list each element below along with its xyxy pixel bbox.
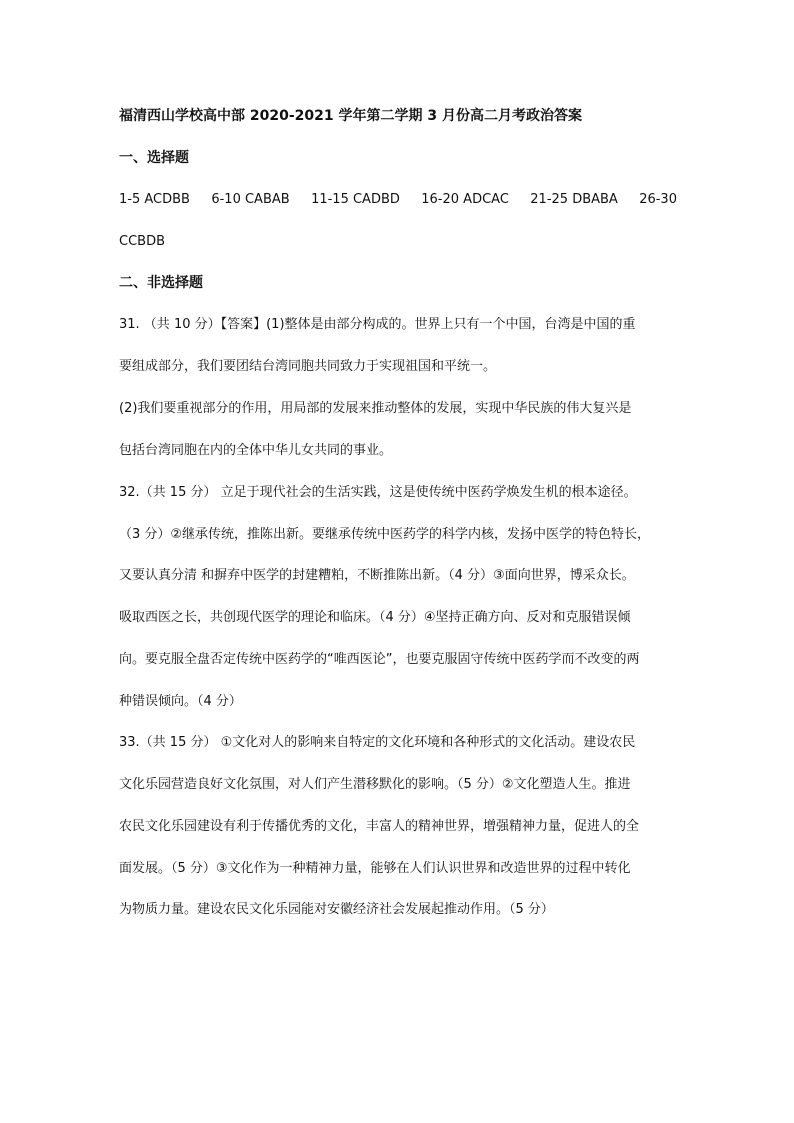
q33-line: 33.（共 15 分） ①文化对人的影响来自特定的文化环境和各种形式的文化活动。建设农民 [119,735,636,750]
q33-line: 面发展。（5 分）③文化作为一种精神力量，能够在人们认识世界和改造世界的过程中转化 [119,861,631,876]
answer-group: 21-25 DBABA [530,192,618,207]
answer-group: 11-15 CADBD [311,192,400,207]
page-title: 福清西山学校高中部 2020-2021 学年第二学期 3 月份高二月考政治答案 [119,108,582,124]
q31-line: (2)我们要重视部分的作用，用局部的发展来推动整体的发展，实现中华民族的伟大复兴是 [119,401,632,416]
q31-line: 包括台湾同胞在内的全体中华儿女共同的事业。 [119,443,393,458]
q31-line: 31. （共 10 分）【答案】(1)整体是由部分构成的。世界上只有一个中国，台湾是中国的重 [119,317,636,332]
q32-line: 吸取西医之长，共创现代医学的理论和临床。（4 分）④坚持正确方向、反对和克服错误倾 [119,610,631,625]
q33-line: 农民文化乐园建设有利于传播优秀的文化，丰富人的精神世界，增强精神力量，促进人的全 [119,819,640,834]
answer-group: 1-5 ACDBB [119,192,190,207]
section-heading-choice: 一、选择题 [119,150,189,166]
q32-line: 向。要克服全盘否定传统中医药学的“唯西医论”，也要克服固守传统中医药学而不改变的两 [119,652,640,667]
section-heading-non-choice: 二、非选择题 [119,275,203,291]
choice-answers-row [119,190,677,210]
q32-line: 又要认真分清 和摒弃中医学的封建糟粕，不断推陈出新。（4 分）③面向世界，博采众长。 [119,568,635,583]
q32-line: （3 分）②继承传统，推陈出新。要继承传统中医药学的科学内核，发扬中医学的特色特长， [119,527,651,542]
q32-line: 32.（共 15 分） 立足于现代社会的生活实践，这是使传统中医药学焕发生机的根本途径。 [119,485,637,500]
q32-line: 种错误倾向。（4 分） [119,694,242,709]
answer-group: 16-20 ADCAC [421,192,509,207]
choice-answers-continued: CCBDB [119,234,166,249]
q33-line: 为物质力量。建设农民文化乐园能对安徽经济社会发展起推动作用。（5 分） [119,902,554,917]
q31-line: 要组成部分，我们要团结台湾同胞共同致力于实现祖国和平统一。 [119,359,497,374]
answer-group: 6-10 CABAB [211,192,290,207]
answer-group: 26-30 [639,192,677,207]
q33-line: 文化乐园营造良好文化氛围，对人们产生潜移默化的影响。（5 分）②文化塑造人生。推进 [119,777,631,792]
